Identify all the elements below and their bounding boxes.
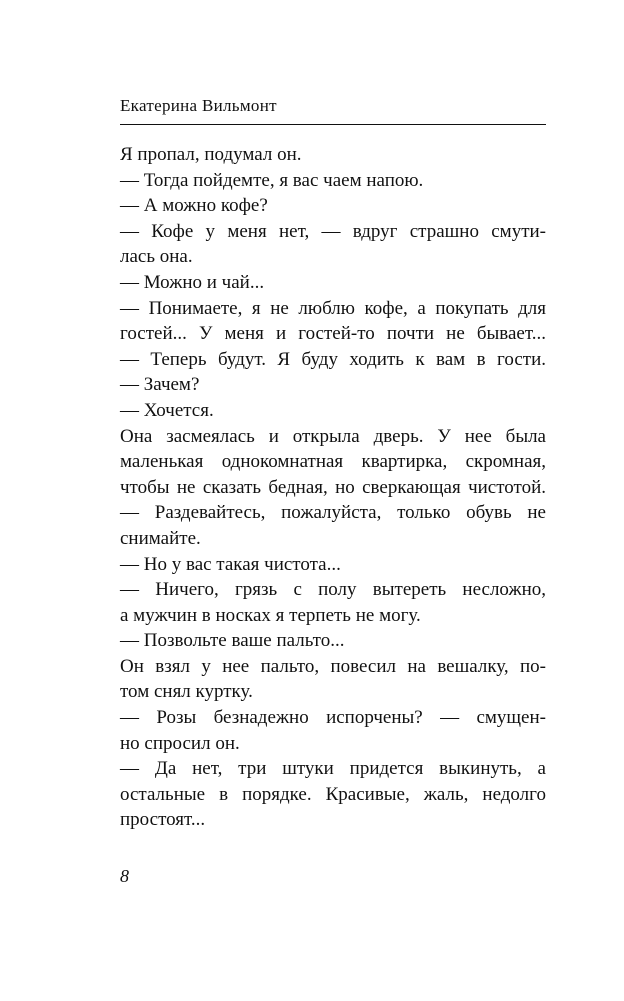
text-line: Он взял у нее пальто, повесил на вешалку, по- xyxy=(120,655,546,677)
text-line: гостей... У меня и гостей-то почти не бывает... xyxy=(120,323,546,345)
text-line: — Зачем? xyxy=(120,374,200,396)
text-line: — Ничего, грязь с полу вытереть несложно, xyxy=(120,579,546,601)
page-number: 8 xyxy=(120,866,129,886)
text-line: — Тогда пойдемте, я вас чаем напою. xyxy=(120,169,424,191)
text-line: Я пропал, подумал он. xyxy=(120,144,302,165)
text-line: — Хочется. xyxy=(120,399,214,421)
text-line: — Можно и чай... xyxy=(120,271,265,293)
text-line: остальные в порядке. Красивые, жаль, недолго xyxy=(120,783,546,805)
text-line: — Кофе у меня нет, — вдруг страшно смути- xyxy=(120,220,546,242)
text-line: маленькая однокомнатная квартирка, скромная, xyxy=(120,451,546,473)
text-line: том снял куртку. xyxy=(120,681,253,703)
text-line: — Раздевайтесь, пожалуйста, только обувь не xyxy=(120,502,546,524)
text-line: — А можно кофе? xyxy=(120,195,268,217)
text-line: — Позвольте ваше пальто... xyxy=(120,630,345,652)
text-line: — Теперь будут. Я буду ходить к вам в гости. xyxy=(120,348,546,370)
running-header xyxy=(120,94,546,125)
body-text xyxy=(120,142,546,833)
text-line: лась она. xyxy=(120,246,193,268)
text-line: чтобы не сказать бедная, но сверкающая чистотой. xyxy=(120,476,546,498)
author-name: Екатерина Вильмонт xyxy=(120,96,277,115)
text-line: снимайте. xyxy=(120,527,201,549)
text-line: простоят... xyxy=(120,809,206,831)
text-line: Она засмеялась и открыла дверь. У нее была xyxy=(120,425,546,447)
text-line: — Но у вас такая чистота... xyxy=(120,553,341,575)
text-line: — Понимаете, я не люблю кофе, а покупать для xyxy=(120,297,546,319)
text-line: но спросил он. xyxy=(120,732,240,754)
text-line: — Розы безнадежно испорчены? — смущен- xyxy=(120,707,546,729)
text-line: а мужчин в носках я терпеть не могу. xyxy=(120,604,421,626)
text-line: — Да нет, три штуки придется выкинуть, а xyxy=(120,758,546,780)
